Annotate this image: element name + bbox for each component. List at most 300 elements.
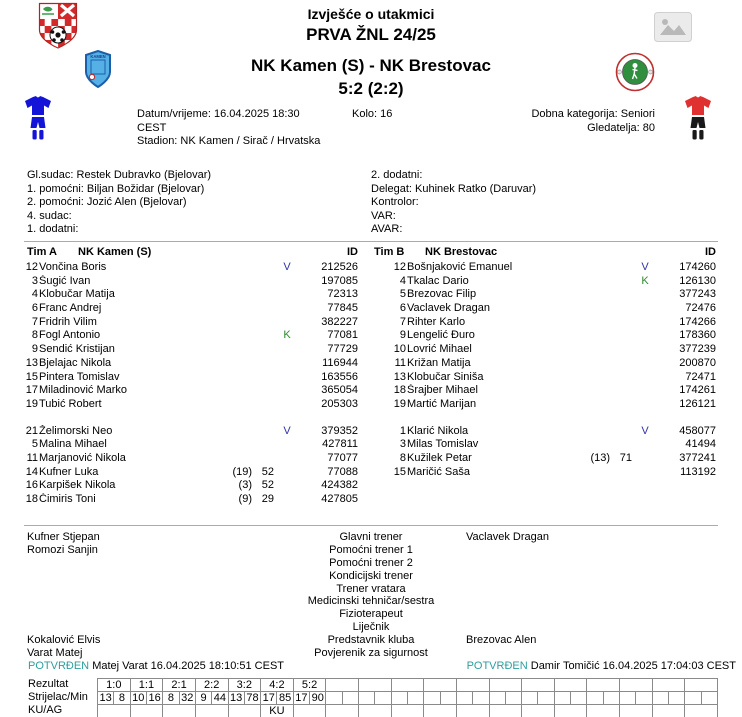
- player-row: [24, 329, 358, 343]
- replaced-number: (3): [238, 479, 252, 492]
- match-info-line: Gledatelja: 80: [587, 121, 655, 134]
- sub-minute: 52: [261, 479, 274, 492]
- sub-minute: [252, 288, 274, 302]
- replaced-number: (13): [590, 451, 610, 464]
- score-cell: [456, 679, 489, 692]
- replaced-number: [576, 343, 610, 357]
- player-row: [371, 371, 716, 385]
- shirt-number: 5: [399, 288, 406, 301]
- player-row: [371, 316, 716, 330]
- confirmation-team-b: [467, 660, 736, 672]
- staff-name: Romozi Sanjin: [27, 543, 98, 556]
- player-name: Kužilek Petar: [407, 451, 472, 464]
- sub-minute: [252, 438, 274, 452]
- player-id: 72476: [685, 302, 716, 315]
- replaced-number: [218, 343, 252, 357]
- staff-role-label: Kondicijski trener: [329, 569, 413, 582]
- scorer-cell: [424, 692, 440, 705]
- captain-vice-badge: [632, 329, 658, 343]
- minute-cell: [701, 692, 717, 705]
- replaced-number: [218, 316, 252, 330]
- player-name: Karpišek Nikola: [39, 479, 116, 492]
- replaced-number: [218, 288, 252, 302]
- scorer-cell: [587, 692, 603, 705]
- replaced-number: [576, 329, 610, 343]
- penalty-own-goal-cell: [685, 705, 718, 717]
- sub-minute: [610, 357, 632, 371]
- replaced-number: (19): [232, 465, 252, 478]
- player-row: [371, 288, 716, 302]
- player-id: 113192: [680, 465, 716, 478]
- official-line: VAR:: [371, 209, 396, 222]
- replaced-number: [218, 398, 252, 412]
- player-row: [24, 316, 358, 330]
- player-id: 174266: [679, 315, 716, 328]
- replaced-number: [218, 275, 252, 289]
- player-id: 377241: [679, 451, 716, 464]
- sub-minute: [610, 438, 632, 452]
- replaced-number: (9): [238, 493, 252, 505]
- player-id: 77077: [327, 451, 358, 464]
- staff-name: Brezovac Alen: [466, 634, 537, 647]
- staff-role-label: Trener vratara: [336, 582, 406, 595]
- player-name: Pintera Tomislav: [39, 370, 120, 383]
- official-line: 1. pomoćni: Biljan Božidar (Bjelovar): [27, 182, 205, 195]
- player-id: 377243: [679, 288, 716, 301]
- shirt-number: 7: [31, 315, 38, 328]
- official-line: 1. dodatni:: [27, 223, 79, 235]
- score-cell: 3:2: [228, 679, 261, 692]
- score-cell: [685, 679, 718, 692]
- player-name: Fridrih Vilim: [39, 315, 97, 328]
- sub-minute: [610, 316, 632, 330]
- player-id: 205303: [321, 397, 358, 410]
- scorer-cell: 13: [98, 692, 114, 705]
- replaced-number: [576, 288, 610, 302]
- staff-name: [27, 608, 100, 621]
- minute-cell: 32: [179, 692, 195, 705]
- score-cell: [620, 679, 653, 692]
- sub-minute: [252, 452, 274, 466]
- staff-name: [466, 583, 549, 596]
- replaced-number: [576, 425, 610, 439]
- result-row-label: Strijelac/Min: [28, 691, 88, 703]
- player-row: [371, 425, 716, 439]
- scorer-cell: 13: [228, 692, 244, 705]
- replaced-number: [218, 452, 252, 466]
- report-title: Izvješće o utakmici: [307, 6, 435, 22]
- captain-vice-badge: [274, 384, 300, 398]
- sub-minute: [252, 316, 274, 330]
- confirmation-detail: Damir Tomičić 16.04.2025 17:04:03 CEST: [530, 660, 736, 672]
- sub-minute: [610, 466, 632, 480]
- player-name: Tubić Robert: [39, 397, 102, 410]
- replaced-number: [576, 275, 610, 289]
- minute-cell: [473, 692, 489, 705]
- team-b-roster: [371, 246, 716, 479]
- replaced-number: [576, 438, 610, 452]
- player-id: 163556: [321, 370, 358, 383]
- staff-name: [466, 544, 549, 557]
- captain-vice-badge: [274, 302, 300, 316]
- player-row: [371, 343, 716, 357]
- replaced-number: [218, 261, 252, 275]
- minute-cell: 44: [212, 692, 228, 705]
- replaced-number: [576, 316, 610, 330]
- confirmed-status: POTVRĐEN: [466, 660, 528, 672]
- player-id: 365054: [321, 384, 358, 397]
- sub-minute: [252, 302, 274, 316]
- staff-role-label: Predstavnik kluba: [327, 634, 415, 647]
- player-id: 377239: [679, 343, 716, 356]
- player-row: [371, 261, 716, 275]
- penalty-own-goal-cell: [293, 705, 326, 717]
- scorer-cell: 17: [261, 692, 277, 705]
- scorer-cell: [620, 692, 636, 705]
- staff-name: [27, 595, 100, 608]
- player-name: Sendić Kristijan: [39, 343, 115, 356]
- scorer-cell: [326, 692, 342, 705]
- starters-substitutes-gap: [24, 412, 358, 425]
- sub-minute: [610, 329, 632, 343]
- staff-name: Kokalović Elvis: [27, 634, 101, 647]
- official-line: Delegat: Kuhinek Ratko (Daruvar): [371, 182, 537, 195]
- minute-cell: 78: [244, 692, 260, 705]
- staff-role-label: Povjerenik za sigurnost: [314, 647, 428, 660]
- staff-name: [466, 595, 549, 608]
- shirt-number: 6: [399, 302, 406, 315]
- player-name: Želimorski Neo: [39, 424, 113, 437]
- sub-minute: [252, 384, 274, 398]
- shirt-number: 9: [399, 329, 406, 342]
- svg-text:KAMEN: KAMEN: [90, 53, 106, 59]
- player-name: Šrajber Mihael: [407, 384, 478, 397]
- shirt-number: 3: [31, 274, 38, 287]
- sub-minute: [252, 398, 274, 412]
- player-id: 174260: [679, 261, 716, 273]
- sub-minute: 71: [619, 451, 632, 464]
- minute-cell: [603, 692, 619, 705]
- scorer-cell: [522, 692, 538, 705]
- sub-minute: [610, 275, 632, 289]
- player-row: [24, 302, 358, 316]
- shirt-number: 9: [31, 343, 38, 356]
- sub-minute: [610, 343, 632, 357]
- player-name: Klobučar Matija: [39, 288, 115, 301]
- staff-name: Kufner Stjepan: [27, 531, 100, 543]
- staff-team-a-column: [27, 531, 100, 660]
- captain-vice-badge: [274, 288, 300, 302]
- player-name: Miladinović Marko: [39, 384, 128, 397]
- sub-minute: [252, 261, 274, 275]
- minute-cell: [505, 692, 521, 705]
- penalty-own-goal-cell: [391, 705, 424, 717]
- staff-name: Varat Matej: [27, 647, 83, 660]
- team-a-player-list: [24, 261, 358, 507]
- shirt-number: 15: [25, 370, 38, 383]
- result-row-label: Rezultat: [28, 678, 69, 690]
- minute-cell: [375, 692, 391, 705]
- player-row: [24, 466, 358, 480]
- player-name: Marjanović Nikola: [39, 451, 126, 464]
- team-name: NK Kamen (S): [78, 246, 152, 258]
- player-name: Fogl Antonio: [39, 329, 101, 342]
- shirt-number: 11: [26, 451, 38, 464]
- penalty-own-goal-cell: [228, 705, 261, 717]
- captain-vice-badge: K: [641, 274, 649, 287]
- staff-role-label: Medicinski tehničar/sestra: [307, 595, 435, 608]
- player-name: Vaclavek Dragan: [407, 302, 490, 315]
- replaced-number: [218, 438, 252, 452]
- player-name: Šugić Ivan: [39, 274, 91, 287]
- player-name: Franc Andrej: [39, 302, 102, 315]
- player-row: [371, 438, 716, 452]
- score-cell: 1:1: [130, 679, 163, 692]
- scorer-cell: [391, 692, 407, 705]
- player-name: Vončina Boris: [39, 261, 107, 273]
- shirt-number: 13: [393, 370, 406, 383]
- shirt-number: 5: [31, 438, 38, 451]
- minute-cell: [668, 692, 684, 705]
- minute-cell: [538, 692, 554, 705]
- score-cell: [652, 679, 685, 692]
- captain-vice-badge: [632, 302, 658, 316]
- captain-vice-badge: [632, 398, 658, 412]
- player-row: [371, 398, 716, 412]
- team-a-roster: [24, 246, 358, 507]
- player-name: Martić Marijan: [407, 397, 477, 410]
- captain-vice-badge: [632, 357, 658, 371]
- player-id: 126121: [679, 397, 716, 410]
- score-cell: [489, 679, 522, 692]
- player-row: [24, 384, 358, 398]
- result-row-labels: [28, 678, 88, 717]
- player-id: 41494: [685, 438, 716, 451]
- penalty-own-goal-cell: [456, 705, 489, 717]
- sub-minute: [610, 371, 632, 385]
- replaced-number: [218, 384, 252, 398]
- round-label: Kolo: 16: [352, 108, 393, 120]
- shirt-number: 21: [25, 424, 38, 437]
- scorer-cell: [652, 692, 668, 705]
- player-name: Kufner Luka: [39, 465, 99, 478]
- result-row-label: KU/AG: [28, 704, 63, 716]
- player-row: [24, 452, 358, 466]
- player-row: [24, 438, 358, 452]
- penalty-own-goal-cell: [130, 705, 163, 717]
- officials-left-column: [27, 169, 211, 237]
- player-row: [24, 288, 358, 302]
- sub-minute: [610, 384, 632, 398]
- minute-cell: 8: [114, 692, 130, 705]
- penalty-own-goal-cell: [522, 705, 555, 717]
- score-cell: [359, 679, 392, 692]
- minute-cell: [342, 692, 358, 705]
- score-cell: 5:2: [293, 679, 326, 692]
- team-name: NK Brestovac: [425, 246, 498, 258]
- shirt-number: 13: [25, 356, 38, 369]
- player-row: [24, 479, 358, 493]
- staff-name: [466, 557, 549, 570]
- captain-vice-badge: V: [641, 424, 649, 437]
- player-row: [24, 398, 358, 412]
- id-column-header: ID: [705, 246, 716, 258]
- captain-vice-badge: [274, 466, 300, 480]
- sub-minute: [252, 275, 274, 289]
- replaced-number: [576, 302, 610, 316]
- shirt-number: 19: [25, 397, 38, 410]
- penalty-own-goal-cell: [620, 705, 653, 717]
- sub-minute: [252, 329, 274, 343]
- shirt-number: 3: [399, 438, 406, 451]
- staff-role-label: Pomoćni trener 1: [329, 543, 413, 556]
- player-id: 200870: [679, 356, 716, 369]
- staff-name: [27, 557, 100, 570]
- player-name: Čimiris Toni: [39, 493, 96, 505]
- scorer-cell: 8: [163, 692, 179, 705]
- player-id: 77729: [327, 343, 358, 356]
- captain-vice-badge: [274, 493, 300, 507]
- replaced-number: [576, 384, 610, 398]
- staff-role-label: Fizioterapeut: [339, 608, 403, 621]
- score-cell: 2:2: [195, 679, 228, 692]
- minute-cell: [636, 692, 652, 705]
- scorer-cell: [554, 692, 570, 705]
- id-column-header: ID: [347, 246, 358, 258]
- scorer-cell: 9: [195, 692, 211, 705]
- player-name: Klobučar Siniša: [407, 370, 484, 383]
- match-info-line: Stadion: NK Kamen / Sirač / Hrvatska: [137, 135, 321, 147]
- player-name: Maričić Saša: [407, 465, 470, 478]
- shirt-number: 18: [25, 493, 38, 505]
- competition-title: PRVA ŽNL 24/25: [306, 25, 436, 44]
- staff-name: [466, 621, 549, 634]
- staff-name: [27, 621, 100, 634]
- shirt-number: 17: [25, 384, 38, 397]
- shirt-number: 16: [25, 479, 38, 492]
- captain-vice-badge: [274, 398, 300, 412]
- scorer-cell: 17: [293, 692, 309, 705]
- minute-cell: [440, 692, 456, 705]
- player-name: Lovrić Mihael: [407, 343, 472, 356]
- shirt-number: 8: [399, 451, 406, 464]
- sub-minute: [252, 343, 274, 357]
- penalty-own-goal-cell: [326, 705, 359, 717]
- captain-vice-badge: V: [641, 261, 649, 273]
- home-club-logo: [84, 50, 112, 91]
- captain-vice-badge: [632, 466, 658, 480]
- player-id: 379352: [321, 424, 358, 437]
- captain-vice-badge: [274, 316, 300, 330]
- sub-minute: [252, 357, 274, 371]
- official-line: 4. sudac:: [27, 209, 72, 222]
- replaced-number: [218, 371, 252, 385]
- replaced-number: [576, 371, 610, 385]
- staff-name: [27, 570, 100, 583]
- penalty-own-goal-cell: [587, 705, 620, 717]
- team-a-header: [24, 246, 358, 261]
- official-line: 2. dodatni:: [371, 169, 423, 181]
- player-id: 382227: [321, 315, 358, 328]
- player-id: 77088: [327, 465, 358, 478]
- official-line: Gl.sudac: Restek Dubravko (Bjelovar): [27, 169, 212, 181]
- player-name: Malina Mihael: [39, 438, 107, 451]
- captain-vice-badge: [274, 452, 300, 466]
- away-club-logo: [615, 52, 655, 95]
- replaced-number: [576, 398, 610, 412]
- minute-cell: [571, 692, 587, 705]
- minute-cell: [407, 692, 423, 705]
- replaced-number: [218, 329, 252, 343]
- staff-name: [466, 647, 549, 660]
- sub-minute: [610, 261, 632, 275]
- shirt-number: 7: [399, 315, 406, 328]
- sub-minute: [252, 371, 274, 385]
- player-row: [24, 371, 358, 385]
- player-id: 77845: [327, 302, 358, 315]
- player-name: Tkalac Dario: [407, 274, 469, 287]
- player-row: [24, 275, 358, 289]
- scorer-cell: [456, 692, 472, 705]
- scorer-cell: [489, 692, 505, 705]
- score-cell: [424, 679, 457, 692]
- score-cell: [587, 679, 620, 692]
- player-name: Klarić Nikola: [407, 424, 469, 437]
- goal-timeline-table: [97, 678, 718, 717]
- player-name: Milas Tomislav: [407, 438, 479, 451]
- officials-right-column: [371, 169, 536, 237]
- staff-role-label: Glavni trener: [339, 531, 403, 543]
- captain-vice-badge: V: [283, 261, 291, 273]
- team-b-player-list: [371, 261, 716, 479]
- staff-role-label: Pomoćni trener 2: [329, 556, 413, 569]
- match-title: NK Kamen (S) - NK Brestovac: [251, 56, 491, 75]
- home-kit-icon: [24, 96, 52, 143]
- captain-vice-badge: [274, 357, 300, 371]
- player-name: Bošnjaković Emanuel: [407, 261, 513, 273]
- separator-line: [24, 241, 718, 242]
- staff-name: [466, 570, 549, 583]
- player-row: [371, 302, 716, 316]
- sub-minute: 29: [261, 493, 274, 505]
- captain-vice-badge: [274, 343, 300, 357]
- player-row: [24, 343, 358, 357]
- score-cell: 1:0: [98, 679, 131, 692]
- penalty-own-goal-cell: KU: [261, 705, 294, 717]
- category-attendance: [531, 108, 655, 135]
- score-cell: [554, 679, 587, 692]
- penalty-own-goal-cell: [195, 705, 228, 717]
- player-id: 72471: [685, 370, 716, 383]
- player-row: [371, 466, 716, 480]
- player-row: [24, 425, 358, 439]
- player-id: 458077: [679, 424, 716, 437]
- penalty-own-goal-cell: [424, 705, 457, 717]
- shirt-number: 12: [393, 261, 406, 273]
- shirt-number: 15: [393, 465, 406, 478]
- player-name: Brezovac Filip: [407, 288, 477, 301]
- sub-minute: [610, 302, 632, 316]
- replaced-number: [576, 466, 610, 480]
- player-row: [24, 261, 358, 275]
- player-id: 427811: [322, 438, 358, 451]
- captain-vice-badge: [632, 438, 658, 452]
- penalty-own-goal-cell: [554, 705, 587, 717]
- player-name: Lengelić Đuro: [407, 329, 475, 342]
- shirt-number: 8: [31, 329, 38, 342]
- shirt-number: 12: [25, 261, 38, 273]
- captain-vice-badge: [274, 371, 300, 385]
